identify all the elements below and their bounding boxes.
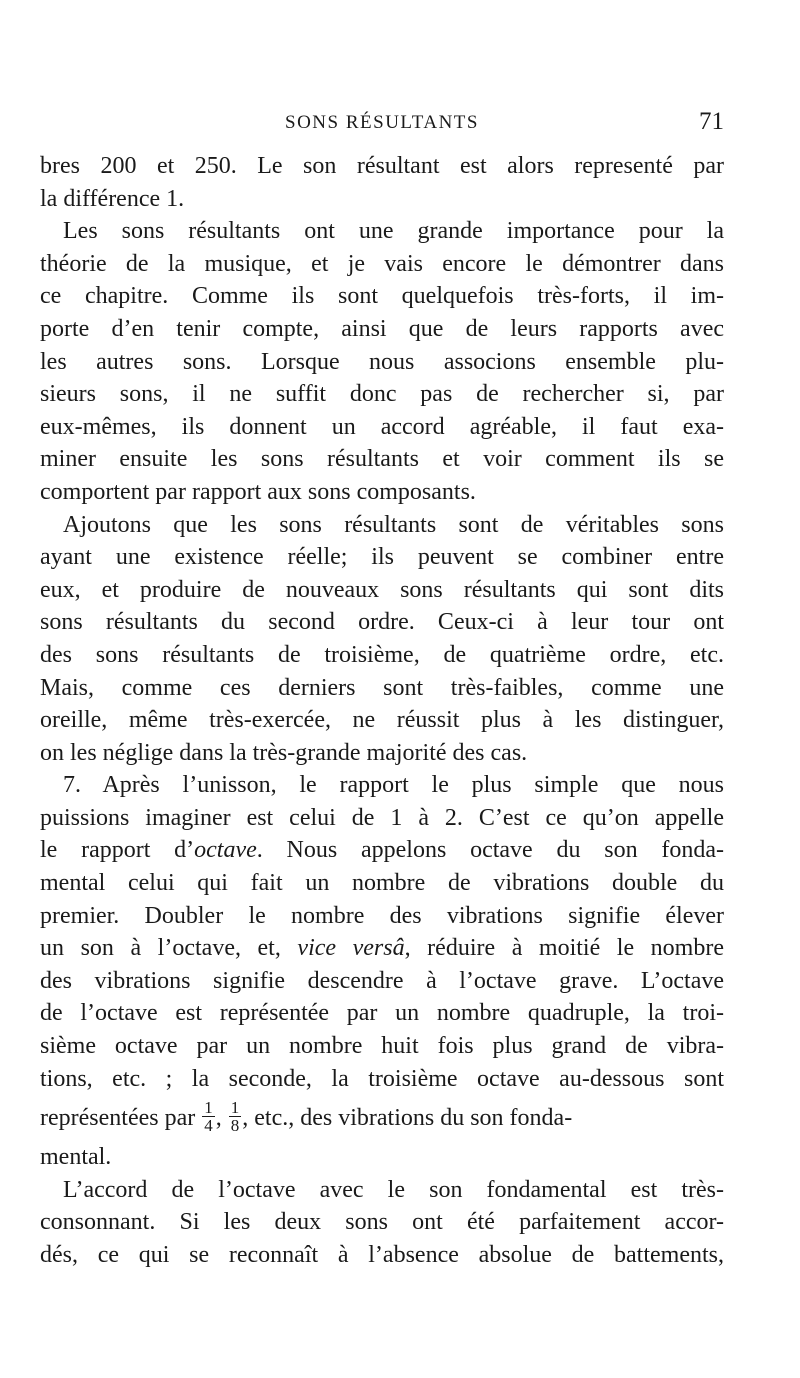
text-line: des sons résultants de troisième, de quatrième ordre, etc.: [40, 641, 724, 668]
text-line: sième octave par un nombre huit fois plus grand de vibra-: [40, 1033, 724, 1060]
text-line: miner ensuite les sons résultants et voir comment ils se: [40, 446, 724, 473]
text-span: représentées par: [40, 1105, 196, 1132]
paragraph-start: Ajoutons que les sons résultants sont de véritables sons: [63, 511, 724, 538]
text-line: ce chapitre. Comme ils sont quelquefois très-forts, il im-: [40, 283, 724, 310]
text-line: sons résultants du second ordre. Ceux-ci à leur tour ont: [40, 609, 724, 636]
text-line: dés, ce qui se reconnaît à l’absence absolue de battements,: [40, 1242, 724, 1268]
fraction-one-quarter: [202, 1099, 215, 1134]
text-line: [40, 834, 724, 867]
page-number: 71: [699, 108, 724, 135]
paragraph-start: 7. Après l’unisson, le rapport le plus simple que nous: [63, 772, 724, 799]
paragraph-start: Les sons résultants ont une grande importance pour la: [63, 218, 724, 245]
text-span: le rapport d’: [40, 837, 195, 864]
fraction-numerator: 1: [204, 1098, 213, 1118]
text-span: . Nous appelons octave du son fonda-: [256, 837, 724, 864]
fraction-line: représentées par $\frac{1}{4}$ , $\frac{1}{8}$ , etc., des vibrations du son fonda-: [40, 1098, 573, 1136]
text-line: sieurs sons, il ne suffit donc pas de rechercher si, par: [40, 381, 724, 408]
italic-term: octave: [194, 837, 257, 864]
text-line: oreille, même très-exercée, ne réussit plus à les distinguer,: [40, 707, 724, 734]
text-line: la différence 1.: [40, 185, 185, 212]
text-line: mental.: [40, 1144, 112, 1171]
text-line: [40, 932, 724, 965]
text-line: comportent par rapport aux sons composants.: [40, 478, 476, 505]
italic-term: vice versâ: [297, 935, 405, 962]
body-text: [40, 150, 724, 1272]
text-line: de l’octave est représentée par un nombre quadruple, la troi-: [40, 1000, 724, 1027]
fraction-denominator: 4: [204, 1116, 213, 1136]
text-line: mental celui qui fait un nombre de vibrations double du: [40, 870, 724, 897]
paragraph-start: L’accord de l’octave avec le son fondamental est très-: [63, 1176, 724, 1203]
text-span: etc., des vibrations du son fonda-: [254, 1105, 573, 1132]
text-line: puissions imaginer est celui de 1 à 2. C’est ce qu’on appelle: [40, 804, 724, 831]
fraction-one-eighth: [229, 1099, 242, 1134]
text-line: bres 200 et 250. Le son résultant est alors representé par: [40, 153, 724, 179]
text-line: eux-mêmes, ils donnent un accord agréable, il faut exa-: [40, 413, 724, 440]
running-head: [40, 108, 724, 142]
text-line: consonnant. Si les deux sons ont été parfaitement accor-: [40, 1209, 724, 1236]
fraction-numerator: 1: [230, 1098, 240, 1118]
text-line: les autres sons. Lorsque nous associons ensemble plu-: [40, 348, 724, 375]
text-line: on les néglige dans la très-grande majorité des cas.: [40, 739, 528, 766]
text-line: porte d’en tenir compte, ainsi que de leurs rapports avec: [40, 315, 724, 342]
text-line: eux, et produire de nouveaux sons résultants qui sont dits: [40, 576, 724, 603]
running-title: SONS RÉSULTANTS: [285, 112, 479, 133]
text-line: tions, etc. ; la seconde, la troisième octave au-dessous sont: [40, 1065, 724, 1092]
text-span: un son à l’octave, et,: [40, 935, 298, 962]
text-line: ayant une existence réelle; ils peuvent se combiner entre: [40, 544, 724, 571]
text-line: Mais, comme ces derniers sont très-faibles, comme une: [40, 674, 724, 701]
text-line: théorie de la musique, et je vais encore le démontrer dans: [40, 250, 724, 277]
text-line: des vibrations signifie descendre à l’octave grave. L’octave: [40, 967, 724, 994]
text-line: premier. Doubler le nombre des vibrations signifie élever: [40, 902, 724, 929]
text-span: , réduire à moitié le nombre: [404, 935, 724, 962]
fraction-denominator: 8: [230, 1116, 240, 1136]
